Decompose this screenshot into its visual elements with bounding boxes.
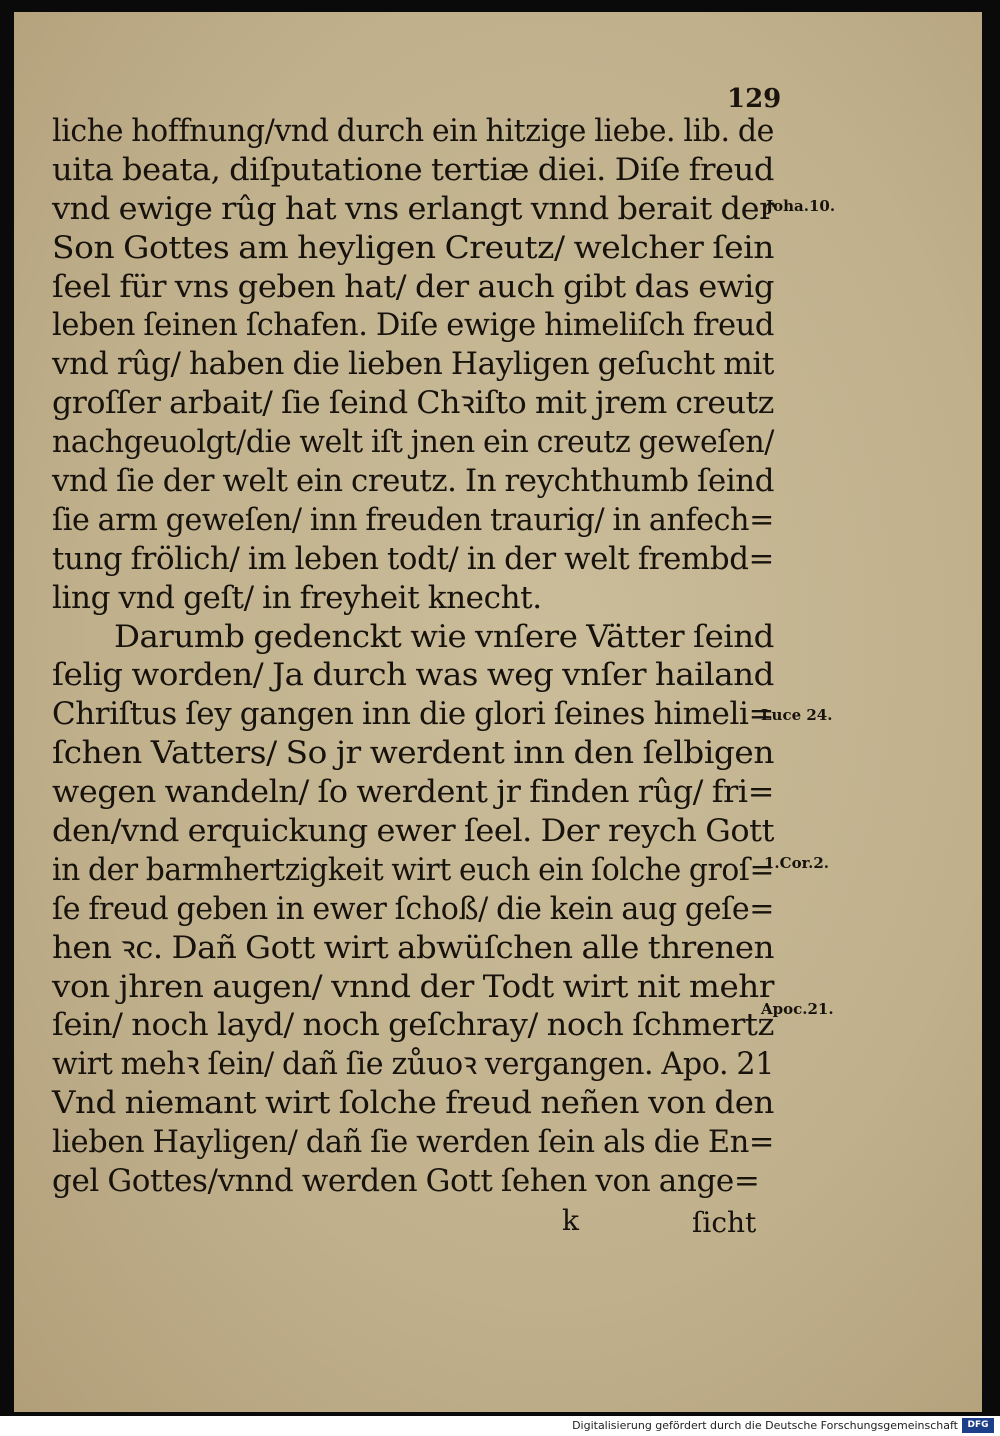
text-line: von jhren augen/ vnnd der Todt wirt nit mehr [52,968,774,1005]
funding-notice: Digitalisierung gefördert durch die Deutsche Forschungsgemeinschaft [572,1419,958,1432]
text-line: den/vnd erquickung ewer ſeel. Der reych Gott [52,813,774,850]
text-line: vnd ewige rûg hat vns erlangt vnnd berait der [52,190,775,227]
text-line: nachgeuolgt/die welt iſt jnen ein creutz geweſen/ [52,424,774,461]
text-line: wegen wandeln/ ſo werdent jr finden rûg/ fri= [52,774,774,811]
text-line: lieben Hayligen/ dañ ſie werden ſein als die En= [52,1124,774,1161]
text-line: tung frölich/ im leben todt/ in der welt frembd= [52,540,774,577]
text-line: hen ꝛc. Dañ Gott wirt abwüſchen alle threnen [52,929,774,966]
book-page [14,12,982,1412]
text-line: ſchen Vatters/ So jr werdent inn den ſelbigen [52,735,774,772]
marginal-note: Luce 24. [761,706,833,724]
text-line: ſe freud geben in ewer ſchoß/ die kein aug geſe= [52,890,774,927]
marginal-note: Apoc.21. [761,1000,834,1018]
text-line: gel Gottes/vnnd werden Gott ſehen von ange= [52,1163,760,1200]
signature-mark: k [562,1204,579,1237]
text-line: in der barmhertzigkeit wirt euch ein ſolche groſ= [52,851,774,888]
page-number: 129 [727,84,782,114]
text-line: uita beata, diſputatione tertiæ diei. Diſe freud [52,151,774,188]
text-line: Son Gottes am heyligen Creutz/ welcher ſein [52,229,774,266]
main-text [52,112,782,1201]
dfg-logo: DFG [962,1418,994,1433]
text-line: groſſer arbait/ ſie ſeind Chꝛiſto mit jrem creutz [52,385,774,422]
text-line: ſein/ noch layd/ noch geſchray/ noch ſchmertz [52,1007,774,1044]
marginal-note: 1.Cor.2. [764,854,830,872]
text-line: ſelig worden/ Ja durch was weg vnſer hailand [52,657,774,694]
text-line: leben ſeinen ſchafen. Diſe ewige himeliſch freud [52,307,774,344]
text-line: liche hoffnung/vnd durch ein hitzige liebe. lib. de [52,113,774,149]
text-line: ſeel für vns geben hat/ der auch gibt das ewig [52,268,774,305]
text-line: Vnd niemant wirt ſolche freud neñen von den [52,1085,774,1122]
text-line: Darumb gedenckt wie vnſere Vätter ſeind [114,618,775,655]
text-line: vnd ſie der welt ein creutz. In reychthumb ſeind [52,463,774,500]
text-line: wirt mehꝛ ſein/ dañ ſie zůuoꝛ vergangen. Apo. 21 [52,1046,774,1083]
footer-bar [0,1416,1000,1436]
text-line: ſie arm geweſen/ inn freuden traurig/ in anfech= [52,501,774,538]
marginal-note: Joha.10. [766,197,836,215]
catchword: ſicht [692,1206,757,1239]
text-line: Chriſtus ſey gangen inn die glori ſeines himeli= [52,696,774,733]
text-line: ling vnd geſt/ in freyheit knecht. [52,579,542,616]
text-line: vnd rûg/ haben die lieben Hayligen geſucht mit [52,346,774,383]
